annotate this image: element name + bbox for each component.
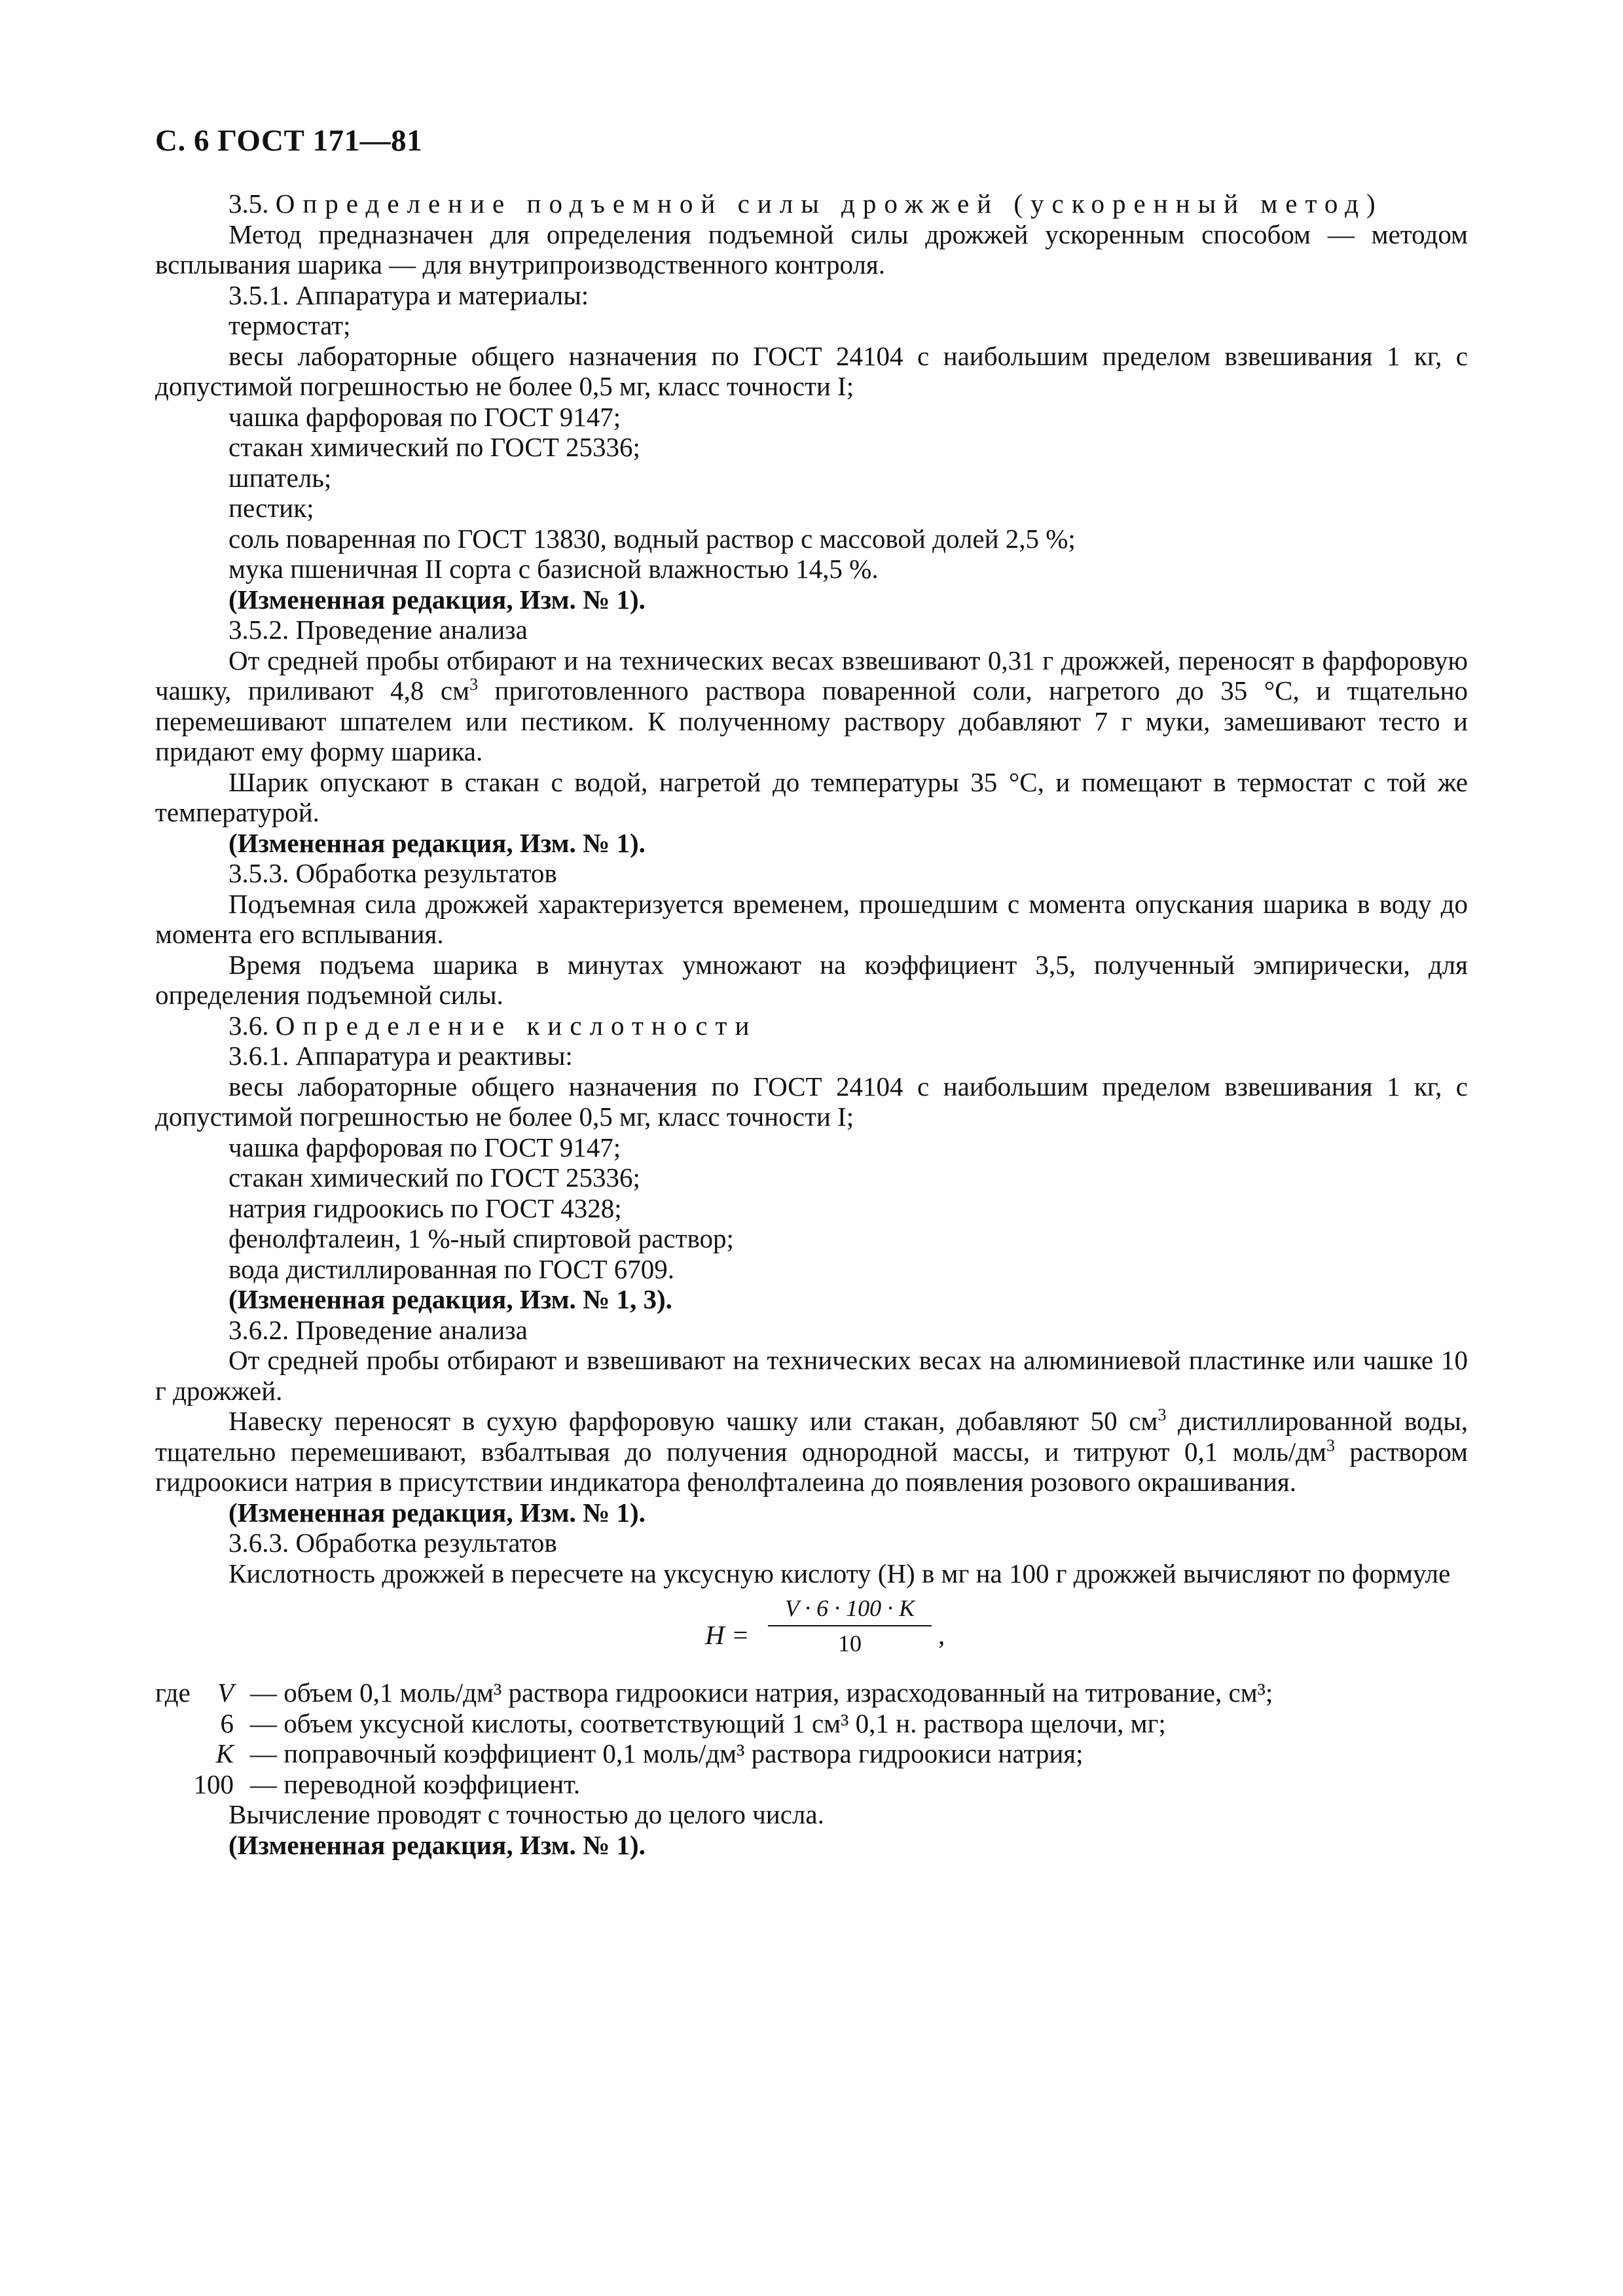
fraction-bar	[768, 1625, 932, 1626]
where-row	[155, 1708, 1468, 1739]
list-item: пестик;	[228, 493, 314, 523]
list-item: соль поваренная по ГОСТ 13830, водный раствор с массовой долей 2,5 %;	[228, 523, 1076, 554]
revision-note: (Измененная редакция, Изм. № 1).	[228, 1497, 646, 1528]
paragraph: Подъемная сила дрожжей характеризуется временем, прошедшим с момента опускания шарика в воду до момента его всплывания.	[155, 888, 1468, 949]
subsection-3-5-3: 3.5.3. Обработка результатов	[228, 858, 557, 888]
formula-numerator: V · 6 · 100 · K	[784, 1595, 915, 1621]
where-symbol: K	[215, 1738, 234, 1768]
list-item: чашка фарфоровая по ГОСТ 9147;	[228, 1132, 621, 1162]
page-header: С. 6 ГОСТ 171—81	[155, 124, 423, 158]
where-symbol: 100	[193, 1768, 234, 1799]
paragraph: От средней пробы отбирают и на технических весах взвешивают 0,31 г дрожжей, переносят в фарфоровую чашку, приливают 4,8 $см^3$ приготовленного раствора поваренной соли, нагретого до 35 °С, и тщательно перемешивают шпателем или пестиком. К полученному раствору добавляют 7 г муки, замешивают тесто и придают ему форму шарика.	[155, 645, 1468, 766]
list-item: мука пшеничная II сорта с базисной влажностью 14,5 %.	[228, 554, 879, 584]
where-text: — поправочный коэффициент 0,1 моль/дм³ раствора гидроокиси натрия;	[250, 1738, 1084, 1768]
where-text: — объем 0,1 моль/дм³ раствора гидроокиси натрия, израсходованный на титрование, см³;	[250, 1677, 1273, 1708]
subsection-3-5-1: 3.5.1. Аппаратура и материалы:	[228, 279, 589, 310]
section-number: 3.6.	[228, 1010, 269, 1041]
list-item: стакан химический по ГОСТ 25336;	[228, 432, 640, 462]
section-title: Определение подъемной силы дрожжей (ускоренный метод)	[275, 188, 1383, 219]
list-item: натрия гидроокись по ГОСТ 4328;	[228, 1193, 622, 1223]
list-item: шпатель;	[228, 462, 332, 493]
list-item: весы лабораторные общего назначения по ГОСТ 24104 с наибольшим пределом взвешивания 1 кг, с допустимой погрешностью не более 0,5 мг, класс точности I;	[155, 340, 1468, 401]
section-number: 3.5.	[228, 188, 269, 219]
list-item: чашка фарфоровая по ГОСТ 9147;	[228, 401, 621, 432]
paragraph: Кислотность дрожжей в пересчете на уксусную кислоту (Н) в мг на 100 г дрожжей вычисляют по формуле	[228, 1558, 1451, 1588]
section-3-5-heading	[155, 188, 1468, 219]
document-body	[155, 188, 1468, 1860]
paragraph: Шарик опускают в стакан с водой, нагретой до температуры 35 °С, и помещают в термостат с той же температурой.	[155, 766, 1468, 827]
paragraph: Вычисление проводят с точностью до целого числа.	[228, 1799, 824, 1829]
formula-denominator: 10	[838, 1630, 862, 1657]
list-item: термостат;	[228, 310, 351, 340]
acidity-formula	[155, 1594, 1468, 1675]
paragraph: Метод предназначен для определения подъемной силы дрожжей ускоренным способом — методом всплывания шарика — для внутрипроизводственного контроля.	[155, 219, 1468, 279]
paragraph: Время подъема шарика в минутах умножают на коэффициент 3,5, полученный эмпирически, для определения подъемной силы.	[155, 949, 1468, 1010]
paragraph: Навеску переносят в сухую фарфоровую чашку или стакан, добавляют 50 $см^3$ дистиллированной воды, тщательно перемешивают, взбалтывая до получения однородной массы, и титруют 0,1 моль/$дм^3$ раствором гидроокиси натрия в присутствии индикатора фенолфталеина до появления розового окрашивания.	[155, 1405, 1468, 1497]
formula-lhs: Н =	[705, 1620, 750, 1650]
revision-note: (Измененная редакция, Изм. № 1).	[228, 827, 646, 858]
where-row	[155, 1769, 1468, 1800]
list-item: весы лабораторные общего назначения по ГОСТ 24104 с наибольшим пределом взвешивания 1 кг, с допустимой погрешностью не более 0,5 мг, класс точности I;	[155, 1071, 1468, 1132]
list-item: стакан химический по ГОСТ 25336;	[228, 1162, 640, 1193]
where-text: — объем уксусной кислоты, соответствующий 1 см³ 0,1 н. раствора щелочи, мг;	[250, 1708, 1166, 1738]
where-text: — переводной коэффициент.	[250, 1768, 581, 1799]
subsection-3-5-2: 3.5.2. Проведение анализа	[228, 615, 528, 645]
section-title: Определение кислотности	[275, 1010, 757, 1041]
formula-comma: ,	[938, 1620, 945, 1650]
subsection-3-6-1: 3.6.1. Аппаратура и реактивы:	[228, 1041, 573, 1071]
list-item: вода дистиллированная по ГОСТ 6709.	[228, 1253, 675, 1284]
where-row	[155, 1738, 1468, 1769]
subsection-3-6-3: 3.6.3. Обработка результатов	[228, 1528, 557, 1558]
where-symbol: 6	[220, 1708, 234, 1738]
revision-note: (Измененная редакция, Изм. № 1).	[228, 1829, 646, 1860]
where-symbol: V	[217, 1677, 234, 1708]
revision-note: (Измененная редакция, Изм. № 1).	[228, 584, 646, 615]
where-lead: где	[155, 1677, 191, 1708]
revision-note: (Измененная редакция, Изм. № 1, 3).	[228, 1284, 672, 1314]
section-3-6-heading	[155, 1011, 1468, 1041]
paragraph: От средней пробы отбирают и взвешивают на технических весах на алюминиевой пластинке или чашке 10 г дрожжей.	[155, 1345, 1468, 1406]
list-item: фенолфталеин, 1 %-ный спиртовой раствор;	[228, 1223, 734, 1253]
formula-fraction	[768, 1594, 932, 1658]
where-row	[155, 1677, 1468, 1708]
subsection-3-6-2: 3.6.2. Проведение анализа	[228, 1314, 528, 1345]
